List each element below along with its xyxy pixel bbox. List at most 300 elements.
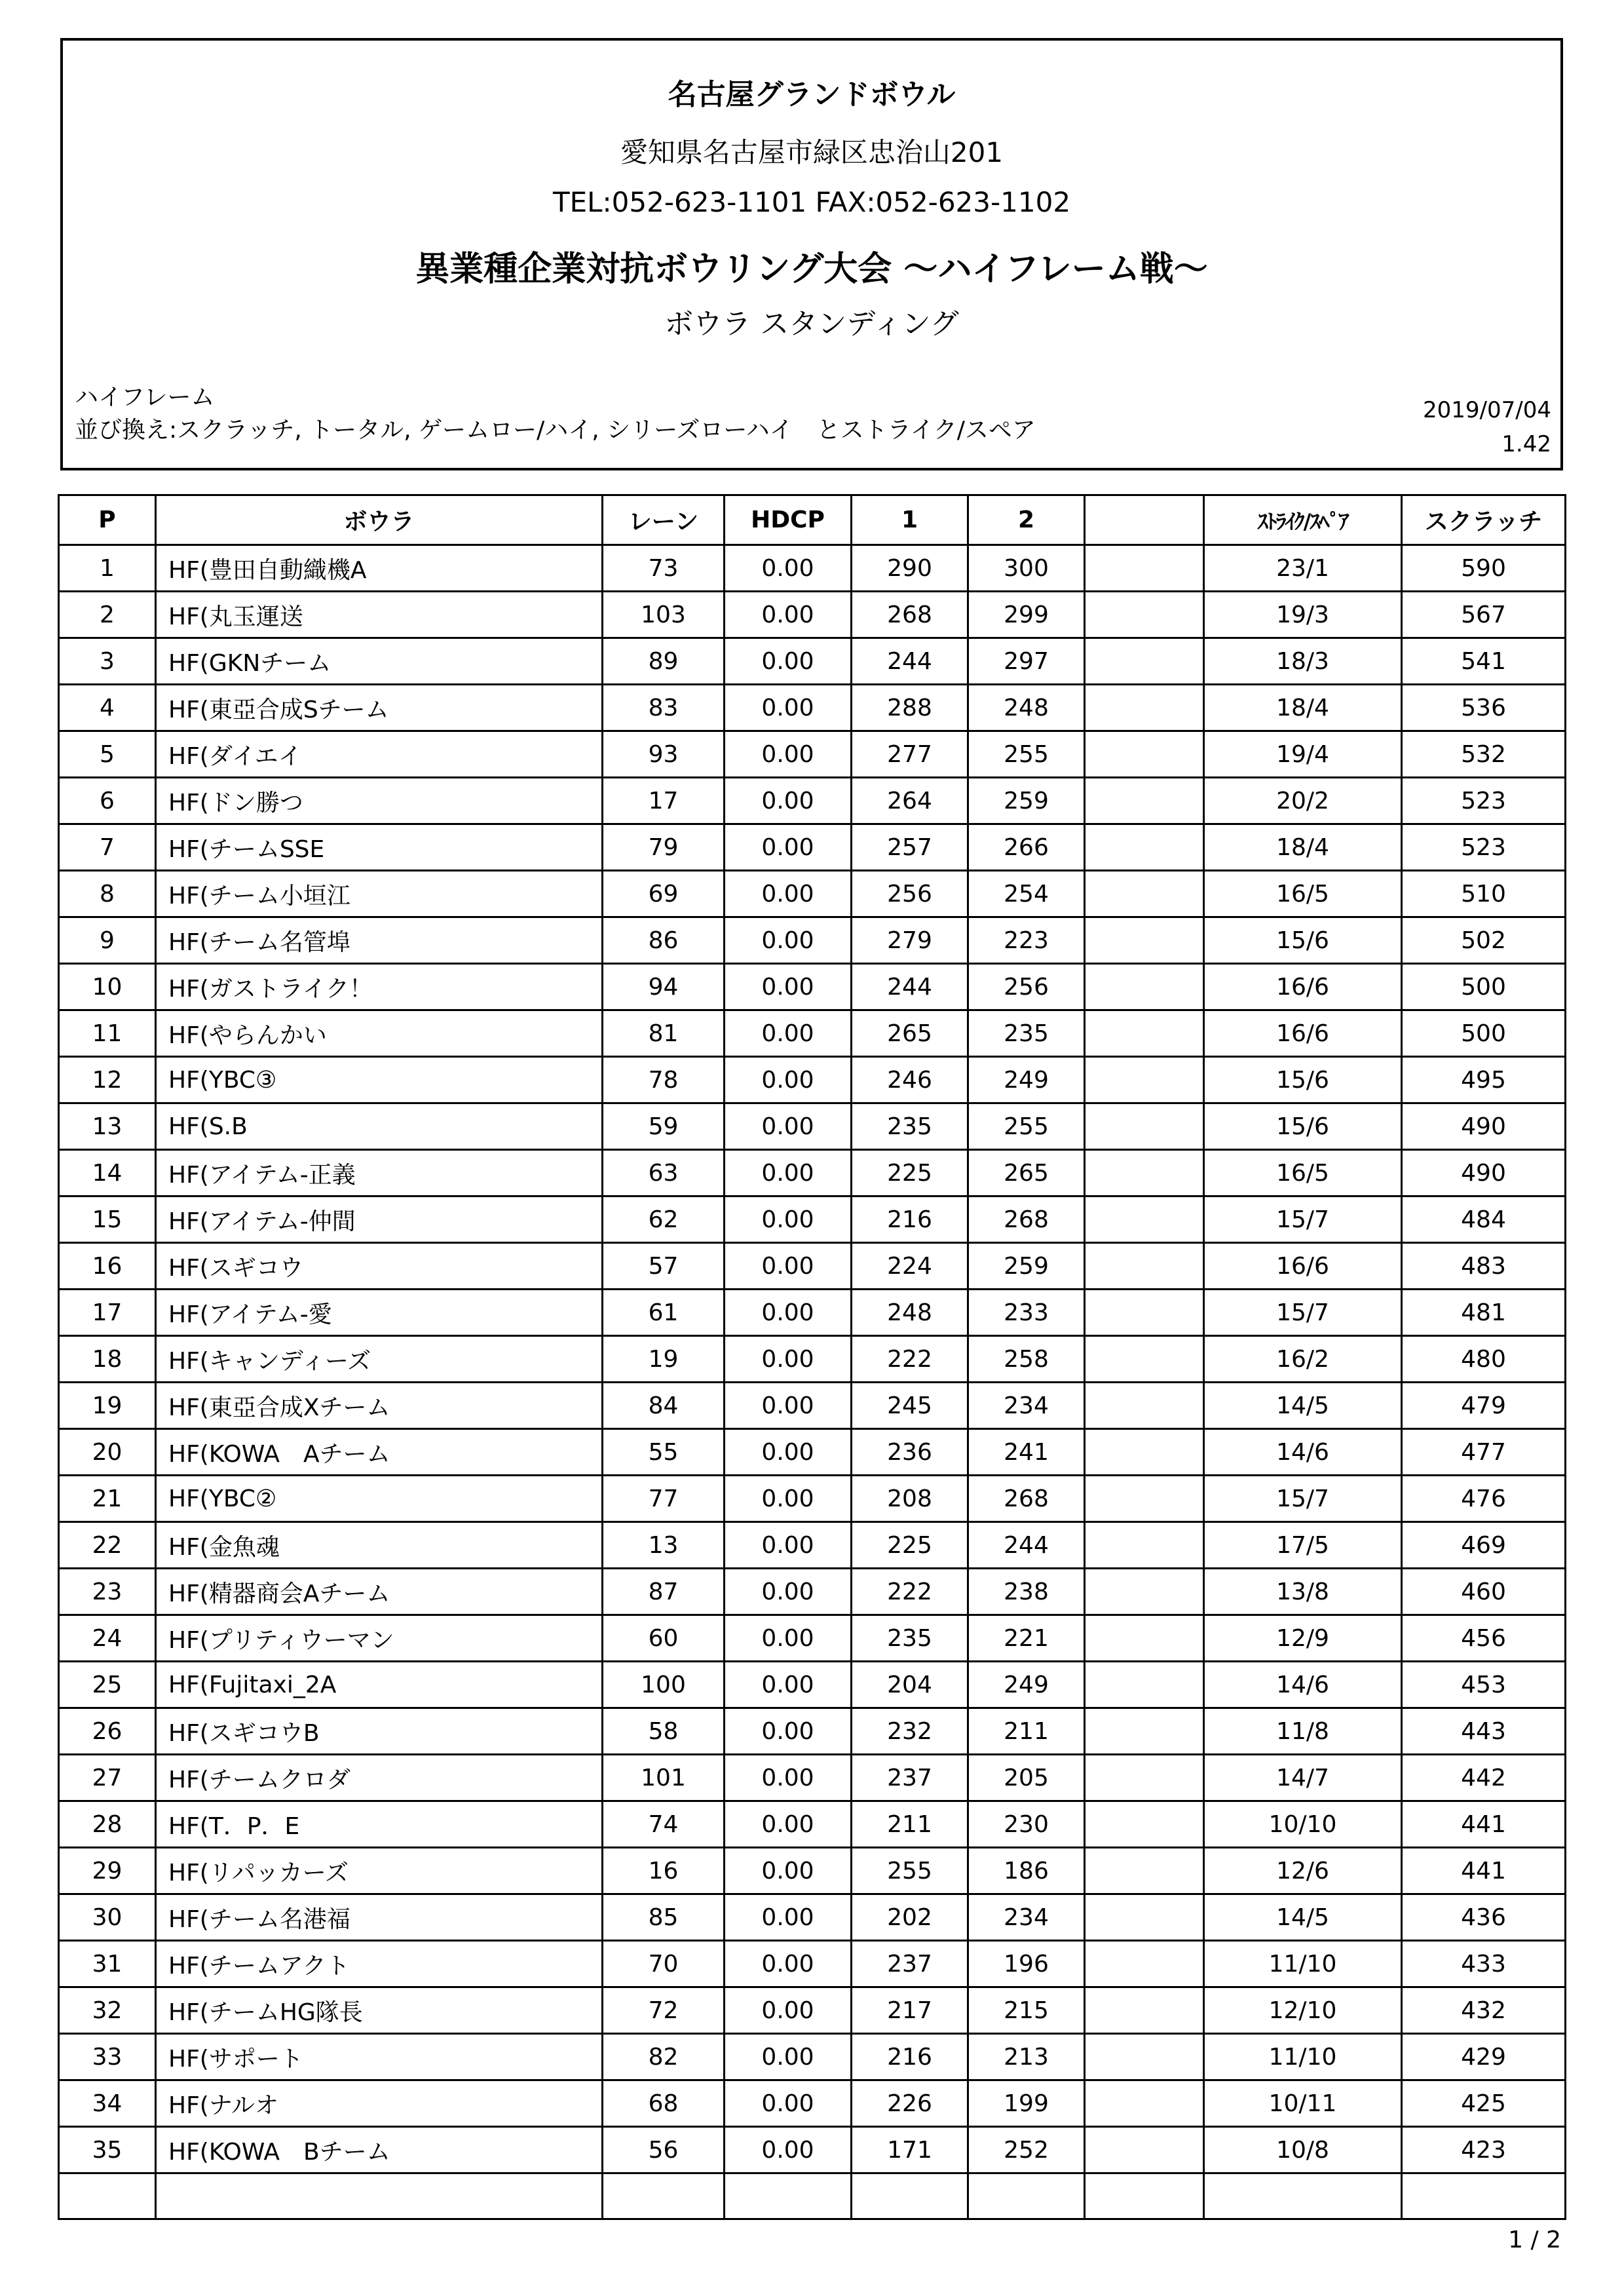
game1-cell: 224 — [852, 1243, 968, 1290]
game2-cell: 268 — [968, 1196, 1085, 1243]
game1-cell: 257 — [852, 824, 968, 871]
scratch-cell: 479 — [1402, 1383, 1566, 1429]
strike-spare-cell: 12/9 — [1204, 1615, 1402, 1662]
col-header-game1: 1 — [852, 495, 968, 545]
position-cell: 19 — [59, 1383, 156, 1429]
scratch-cell: 502 — [1402, 917, 1566, 964]
bowler-cell: HF(ダイエイ — [156, 731, 603, 778]
scratch-cell: 476 — [1402, 1476, 1566, 1522]
col-header-blank — [1085, 495, 1204, 545]
filler-cell — [1402, 2173, 1566, 2219]
lane-cell: 72 — [603, 1987, 725, 2034]
category-label: ハイフレーム — [75, 384, 215, 411]
scratch-cell: 536 — [1402, 685, 1566, 731]
strike-spare-cell: 17/5 — [1204, 1522, 1402, 1569]
hdcp-cell: 0.00 — [725, 1708, 852, 1755]
position-cell: 3 — [59, 638, 156, 685]
lane-cell: 83 — [603, 685, 725, 731]
game1-cell: 277 — [852, 731, 968, 778]
lane-cell: 63 — [603, 1150, 725, 1196]
hdcp-cell: 0.00 — [725, 545, 852, 592]
table-row — [59, 2127, 1566, 2173]
game2-cell: 241 — [968, 1429, 1085, 1476]
blank-cell — [1085, 545, 1204, 592]
table-row — [59, 685, 1566, 731]
standings-table — [58, 494, 1566, 2220]
col-header-game2: 2 — [968, 495, 1085, 545]
bowler-cell: HF(豊田自動織機A — [156, 545, 603, 592]
position-cell: 21 — [59, 1476, 156, 1522]
bowler-cell: HF(S.B — [156, 1103, 603, 1150]
game2-cell: 256 — [968, 964, 1085, 1010]
bowler-cell: HF(やらんかい — [156, 1010, 603, 1057]
strike-spare-cell: 15/6 — [1204, 917, 1402, 964]
sort-note: 並び換え:スクラッチ, トータル, ゲームロー/ハイ, シリーズローハイ とストライク/スペア — [75, 417, 1036, 444]
game1-cell: 290 — [852, 545, 968, 592]
strike-spare-cell: 16/6 — [1204, 964, 1402, 1010]
event-title: 異業種企業対抗ボウリング大会 〜ハイフレーム戦〜 — [415, 250, 1208, 289]
blank-cell — [1085, 1801, 1204, 1848]
position-cell: 8 — [59, 871, 156, 917]
game2-cell: 244 — [968, 1522, 1085, 1569]
table-row — [59, 1476, 1566, 1522]
game1-cell: 268 — [852, 592, 968, 638]
table-row — [59, 824, 1566, 871]
blank-cell — [1085, 2080, 1204, 2127]
table-row — [59, 2080, 1566, 2127]
bowler-cell: HF(チームアクト — [156, 1941, 603, 1987]
game2-cell: 299 — [968, 592, 1085, 638]
game1-cell: 222 — [852, 1336, 968, 1383]
game2-cell: 255 — [968, 1103, 1085, 1150]
lane-cell: 55 — [603, 1429, 725, 1476]
scratch-cell: 523 — [1402, 824, 1566, 871]
bowler-cell: HF(スギコウB — [156, 1708, 603, 1755]
table-row — [59, 1196, 1566, 1243]
bowler-cell: HF(GKNチーム — [156, 638, 603, 685]
strike-spare-cell: 16/6 — [1204, 1010, 1402, 1057]
game1-cell: 208 — [852, 1476, 968, 1522]
blank-cell — [1085, 638, 1204, 685]
table-row — [59, 871, 1566, 917]
hdcp-cell: 0.00 — [725, 1196, 852, 1243]
blank-cell — [1085, 1987, 1204, 2034]
table-row — [59, 545, 1566, 592]
blank-cell — [1085, 1383, 1204, 1429]
hdcp-cell: 0.00 — [725, 1476, 852, 1522]
game2-cell: 235 — [968, 1010, 1085, 1057]
blank-cell — [1085, 964, 1204, 1010]
hdcp-cell: 0.00 — [725, 638, 852, 685]
position-cell: 20 — [59, 1429, 156, 1476]
col-header-position: P — [59, 495, 156, 545]
strike-spare-cell: 19/3 — [1204, 592, 1402, 638]
lane-cell: 74 — [603, 1801, 725, 1848]
filler-cell — [968, 2173, 1085, 2219]
hdcp-cell: 0.00 — [725, 1103, 852, 1150]
hdcp-cell: 0.00 — [725, 871, 852, 917]
game1-cell: 226 — [852, 2080, 968, 2127]
strike-spare-cell: 10/11 — [1204, 2080, 1402, 2127]
lane-cell: 19 — [603, 1336, 725, 1383]
hdcp-cell: 0.00 — [725, 2127, 852, 2173]
bowler-cell: HF(YBC② — [156, 1476, 603, 1522]
blank-cell — [1085, 1894, 1204, 1941]
blank-cell — [1085, 1662, 1204, 1708]
position-cell: 35 — [59, 2127, 156, 2173]
filler-cell — [603, 2173, 725, 2219]
game1-cell: 246 — [852, 1057, 968, 1103]
game1-cell: 237 — [852, 1941, 968, 1987]
report-version: 1.42 — [1501, 431, 1551, 457]
hdcp-cell: 0.00 — [725, 1010, 852, 1057]
scratch-cell: 429 — [1402, 2034, 1566, 2080]
lane-cell: 89 — [603, 638, 725, 685]
strike-spare-cell: 14/7 — [1204, 1755, 1402, 1801]
hdcp-cell: 0.00 — [725, 1569, 852, 1615]
table-row — [59, 592, 1566, 638]
col-header-strike-spare: ｽﾄﾗｲｸ/ｽﾍﾟｱ — [1204, 495, 1402, 545]
game2-cell: 213 — [968, 2034, 1085, 2080]
bowler-cell: HF(KOWA Bチーム — [156, 2127, 603, 2173]
blank-cell — [1085, 1615, 1204, 1662]
game2-cell: 266 — [968, 824, 1085, 871]
scratch-cell: 456 — [1402, 1615, 1566, 1662]
hdcp-cell: 0.00 — [725, 1941, 852, 1987]
game1-cell: 248 — [852, 1290, 968, 1336]
hdcp-cell: 0.00 — [725, 1383, 852, 1429]
hdcp-cell: 0.00 — [725, 1801, 852, 1848]
bowler-cell: HF(金魚魂 — [156, 1522, 603, 1569]
blank-cell — [1085, 871, 1204, 917]
strike-spare-cell: 16/5 — [1204, 871, 1402, 917]
strike-spare-cell: 15/7 — [1204, 1290, 1402, 1336]
game2-cell: 199 — [968, 2080, 1085, 2127]
strike-spare-cell: 15/7 — [1204, 1476, 1402, 1522]
table-row — [59, 1987, 1566, 2034]
hdcp-cell: 0.00 — [725, 1848, 852, 1894]
game2-cell: 248 — [968, 685, 1085, 731]
bowler-cell: HF(KOWA Aチーム — [156, 1429, 603, 1476]
position-cell: 26 — [59, 1708, 156, 1755]
game2-cell: 252 — [968, 2127, 1085, 2173]
hdcp-cell: 0.00 — [725, 592, 852, 638]
game2-cell: 255 — [968, 731, 1085, 778]
scratch-cell: 425 — [1402, 2080, 1566, 2127]
lane-cell: 13 — [603, 1522, 725, 1569]
game2-cell: 238 — [968, 1569, 1085, 1615]
col-header-bowler: ボウラ — [156, 495, 603, 545]
strike-spare-cell: 16/6 — [1204, 1243, 1402, 1290]
lane-cell: 61 — [603, 1290, 725, 1336]
col-header-hdcp: HDCP — [725, 495, 852, 545]
lane-cell: 69 — [603, 871, 725, 917]
table-row — [59, 1429, 1566, 1476]
strike-spare-cell: 18/4 — [1204, 685, 1402, 731]
bowler-cell: HF(YBC③ — [156, 1057, 603, 1103]
position-cell: 22 — [59, 1522, 156, 1569]
table-header — [59, 495, 1566, 545]
lane-cell: 79 — [603, 824, 725, 871]
game2-cell: 215 — [968, 1987, 1085, 2034]
scratch-cell: 483 — [1402, 1243, 1566, 1290]
table-body — [59, 545, 1566, 2219]
position-cell: 1 — [59, 545, 156, 592]
lane-cell: 58 — [603, 1708, 725, 1755]
bowler-cell: HF(チームHG隊長 — [156, 1987, 603, 2034]
filler-cell — [725, 2173, 852, 2219]
game1-cell: 237 — [852, 1755, 968, 1801]
lane-cell: 84 — [603, 1383, 725, 1429]
table-row — [59, 1057, 1566, 1103]
blank-cell — [1085, 1196, 1204, 1243]
blank-cell — [1085, 1429, 1204, 1476]
venue-contact: TEL:052-623-1101 FAX:052-623-1102 — [552, 186, 1071, 218]
scratch-cell: 523 — [1402, 778, 1566, 824]
position-cell: 31 — [59, 1941, 156, 1987]
strike-spare-cell: 18/3 — [1204, 638, 1402, 685]
game2-cell: 268 — [968, 1476, 1085, 1522]
lane-cell: 93 — [603, 731, 725, 778]
hdcp-cell: 0.00 — [725, 1755, 852, 1801]
table-row — [59, 1662, 1566, 1708]
scratch-cell: 433 — [1402, 1941, 1566, 1987]
lane-cell: 59 — [603, 1103, 725, 1150]
position-cell: 4 — [59, 685, 156, 731]
scratch-cell: 500 — [1402, 964, 1566, 1010]
bowler-cell: HF(チーム名港福 — [156, 1894, 603, 1941]
game2-cell: 230 — [968, 1801, 1085, 1848]
report-header — [60, 38, 1563, 470]
blank-cell — [1085, 1941, 1204, 1987]
table-row — [59, 1755, 1566, 1801]
scratch-cell: 441 — [1402, 1848, 1566, 1894]
blank-cell — [1085, 592, 1204, 638]
scratch-cell: 443 — [1402, 1708, 1566, 1755]
lane-cell: 86 — [603, 917, 725, 964]
scratch-cell: 423 — [1402, 2127, 1566, 2173]
game1-cell: 244 — [852, 638, 968, 685]
strike-spare-cell: 15/6 — [1204, 1103, 1402, 1150]
game2-cell: 211 — [968, 1708, 1085, 1755]
game1-cell: 236 — [852, 1429, 968, 1476]
bowler-cell: HF(アイテム-愛 — [156, 1290, 603, 1336]
game1-cell: 202 — [852, 1894, 968, 1941]
hdcp-cell: 0.00 — [725, 1150, 852, 1196]
report-meta-left — [75, 381, 1036, 447]
strike-spare-cell: 14/6 — [1204, 1662, 1402, 1708]
game2-cell: 297 — [968, 638, 1085, 685]
scratch-cell: 477 — [1402, 1429, 1566, 1476]
blank-cell — [1085, 917, 1204, 964]
strike-spare-cell: 12/6 — [1204, 1848, 1402, 1894]
venue-address: 愛知県名古屋市緑区忠治山201 — [620, 136, 1004, 168]
lane-cell: 62 — [603, 1196, 725, 1243]
hdcp-cell: 0.00 — [725, 778, 852, 824]
game1-cell: 211 — [852, 1801, 968, 1848]
game1-cell: 244 — [852, 964, 968, 1010]
strike-spare-cell: 13/8 — [1204, 1569, 1402, 1615]
game1-cell: 245 — [852, 1383, 968, 1429]
game1-cell: 279 — [852, 917, 968, 964]
scratch-cell: 510 — [1402, 871, 1566, 917]
position-cell: 23 — [59, 1569, 156, 1615]
game1-cell: 171 — [852, 2127, 968, 2173]
position-cell: 10 — [59, 964, 156, 1010]
game2-cell: 186 — [968, 1848, 1085, 1894]
table-row — [59, 638, 1566, 685]
scratch-cell: 469 — [1402, 1522, 1566, 1569]
lane-cell: 73 — [603, 545, 725, 592]
lane-cell: 78 — [603, 1057, 725, 1103]
scratch-cell: 481 — [1402, 1290, 1566, 1336]
hdcp-cell: 0.00 — [725, 2034, 852, 2080]
position-cell: 2 — [59, 592, 156, 638]
table-row — [59, 1894, 1566, 1941]
blank-cell — [1085, 1522, 1204, 1569]
blank-cell — [1085, 1569, 1204, 1615]
lane-cell: 85 — [603, 1894, 725, 1941]
filler-cell — [1204, 2173, 1402, 2219]
hdcp-cell: 0.00 — [725, 685, 852, 731]
blank-cell — [1085, 1848, 1204, 1894]
bowler-cell: HF(アイテム-仲間 — [156, 1196, 603, 1243]
game2-cell: 265 — [968, 1150, 1085, 1196]
table-row — [59, 1615, 1566, 1662]
scratch-cell: 567 — [1402, 592, 1566, 638]
lane-cell: 82 — [603, 2034, 725, 2080]
table-row — [59, 1941, 1566, 1987]
position-cell: 25 — [59, 1662, 156, 1708]
blank-cell — [1085, 685, 1204, 731]
table-filler-row — [59, 2173, 1566, 2219]
table-row — [59, 1336, 1566, 1383]
blank-cell — [1085, 1150, 1204, 1196]
table-row — [59, 731, 1566, 778]
game1-cell: 256 — [852, 871, 968, 917]
lane-cell: 60 — [603, 1615, 725, 1662]
game2-cell: 233 — [968, 1290, 1085, 1336]
position-cell: 11 — [59, 1010, 156, 1057]
position-cell: 13 — [59, 1103, 156, 1150]
bowler-cell: HF(ガストライク！ — [156, 964, 603, 1010]
game1-cell: 225 — [852, 1522, 968, 1569]
strike-spare-cell: 11/10 — [1204, 2034, 1402, 2080]
scratch-cell: 484 — [1402, 1196, 1566, 1243]
scratch-cell: 490 — [1402, 1150, 1566, 1196]
blank-cell — [1085, 1755, 1204, 1801]
strike-spare-cell: 20/2 — [1204, 778, 1402, 824]
blank-cell — [1085, 1103, 1204, 1150]
table-row — [59, 1290, 1566, 1336]
blank-cell — [1085, 2127, 1204, 2173]
blank-cell — [1085, 731, 1204, 778]
table-row — [59, 1383, 1566, 1429]
scratch-cell: 590 — [1402, 545, 1566, 592]
lane-cell: 94 — [603, 964, 725, 1010]
bowler-cell: HF(スギコウ — [156, 1243, 603, 1290]
hdcp-cell: 0.00 — [725, 1336, 852, 1383]
position-cell: 7 — [59, 824, 156, 871]
table-row — [59, 1150, 1566, 1196]
blank-cell — [1085, 1708, 1204, 1755]
header-row — [59, 495, 1566, 545]
bowler-cell: HF(精器商会Aチーム — [156, 1569, 603, 1615]
game1-cell: 216 — [852, 1196, 968, 1243]
bowler-cell: HF(チーム小垣江 — [156, 871, 603, 917]
bowler-cell: HF(リパッカーズ — [156, 1848, 603, 1894]
blank-cell — [1085, 1057, 1204, 1103]
table-row — [59, 1243, 1566, 1290]
bowler-cell: HF(Fujitaxi_2A — [156, 1662, 603, 1708]
game1-cell: 255 — [852, 1848, 968, 1894]
hdcp-cell: 0.00 — [725, 731, 852, 778]
hdcp-cell: 0.00 — [725, 1894, 852, 1941]
game1-cell: 265 — [852, 1010, 968, 1057]
table-row — [59, 917, 1566, 964]
bowler-cell: HF(チームSSE — [156, 824, 603, 871]
bowler-cell: HF(キャンディーズ — [156, 1336, 603, 1383]
hdcp-cell: 0.00 — [725, 1290, 852, 1336]
bowler-cell: HF(サポート — [156, 2034, 603, 2080]
game2-cell: 234 — [968, 1383, 1085, 1429]
scratch-cell: 480 — [1402, 1336, 1566, 1383]
bowler-cell: HF(アイテム-正義 — [156, 1150, 603, 1196]
venue-name: 名古屋グランドボウル — [668, 78, 956, 111]
position-cell: 32 — [59, 1987, 156, 2034]
position-cell: 9 — [59, 917, 156, 964]
blank-cell — [1085, 1290, 1204, 1336]
lane-cell: 56 — [603, 2127, 725, 2173]
position-cell: 15 — [59, 1196, 156, 1243]
hdcp-cell: 0.00 — [725, 2080, 852, 2127]
scratch-cell: 442 — [1402, 1755, 1566, 1801]
bowler-cell: HF(東亞合成Sチーム — [156, 685, 603, 731]
position-cell: 6 — [59, 778, 156, 824]
scratch-cell: 460 — [1402, 1569, 1566, 1615]
position-cell: 24 — [59, 1615, 156, 1662]
strike-spare-cell: 14/6 — [1204, 1429, 1402, 1476]
game2-cell: 300 — [968, 545, 1085, 592]
table-row — [59, 964, 1566, 1010]
game1-cell: 235 — [852, 1615, 968, 1662]
bowler-cell: HF(プリティウーマン — [156, 1615, 603, 1662]
position-cell: 14 — [59, 1150, 156, 1196]
hdcp-cell: 0.00 — [725, 1243, 852, 1290]
position-cell: 28 — [59, 1801, 156, 1848]
game1-cell: 264 — [852, 778, 968, 824]
lane-cell: 81 — [603, 1010, 725, 1057]
report-date: 2019/07/04 — [1423, 397, 1551, 423]
bowler-cell: HF(T．P．E — [156, 1801, 603, 1848]
position-cell: 5 — [59, 731, 156, 778]
scratch-cell: 495 — [1402, 1057, 1566, 1103]
strike-spare-cell: 14/5 — [1204, 1894, 1402, 1941]
scratch-cell: 441 — [1402, 1801, 1566, 1848]
strike-spare-cell: 15/6 — [1204, 1057, 1402, 1103]
report-meta-right — [1423, 393, 1551, 461]
game1-cell: 217 — [852, 1987, 968, 2034]
strike-spare-cell: 14/5 — [1204, 1383, 1402, 1429]
blank-cell — [1085, 2034, 1204, 2080]
game2-cell: 259 — [968, 1243, 1085, 1290]
game2-cell: 221 — [968, 1615, 1085, 1662]
table-row — [59, 1010, 1566, 1057]
game2-cell: 259 — [968, 778, 1085, 824]
strike-spare-cell: 19/4 — [1204, 731, 1402, 778]
bowler-cell: HF(ナルオ — [156, 2080, 603, 2127]
scratch-cell: 432 — [1402, 1987, 1566, 2034]
